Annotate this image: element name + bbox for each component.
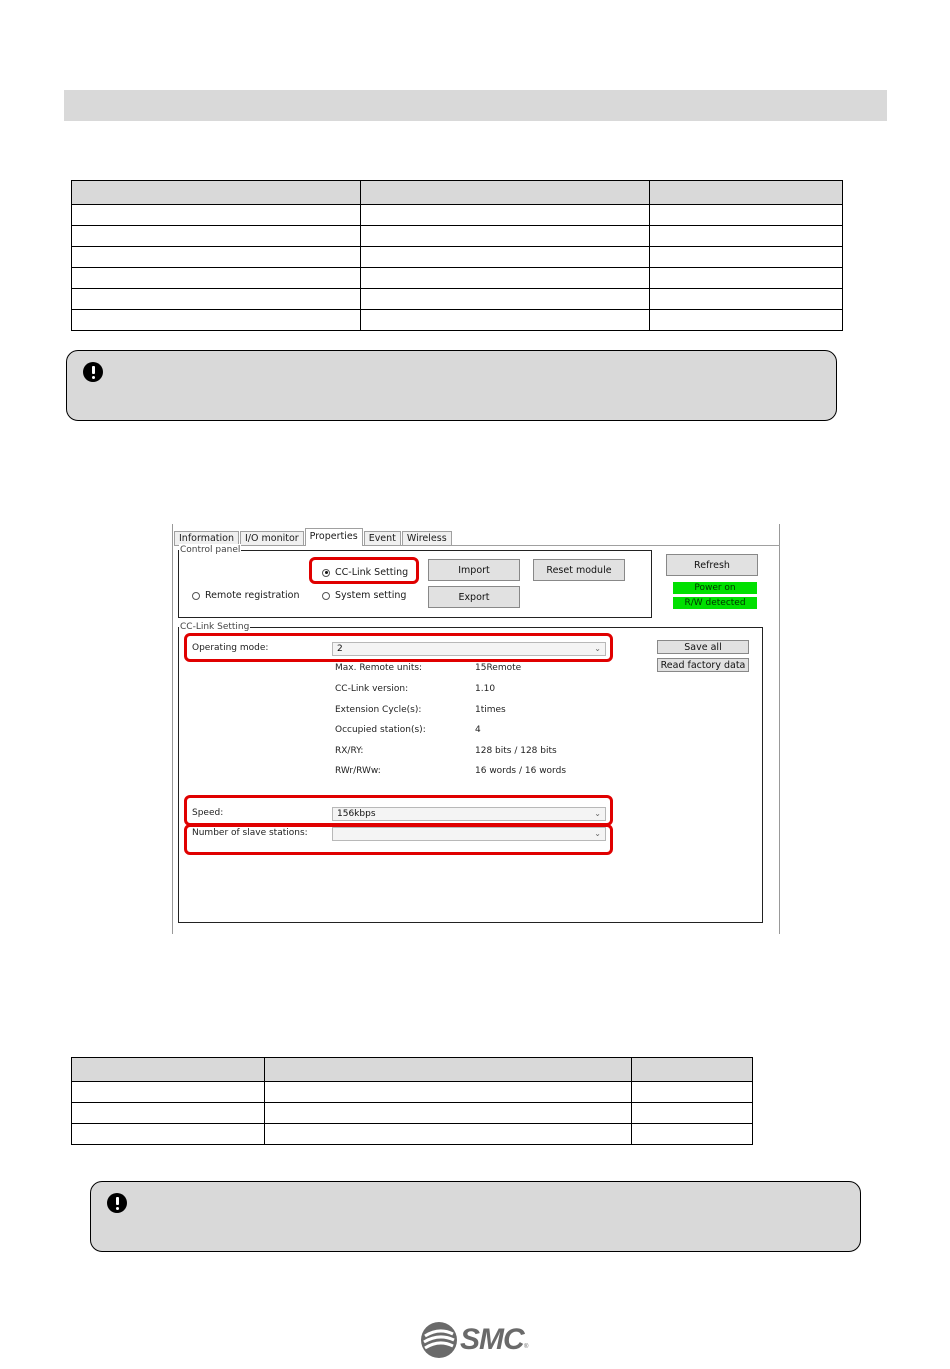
- caution-note-2: [90, 1181, 861, 1252]
- info-value-rwr-rww: 16 words / 16 words: [475, 766, 567, 776]
- system-setting-label: System setting: [335, 590, 407, 601]
- info-label-extension-cycle: Extension Cycle(s):: [335, 705, 422, 715]
- chevron-down-icon: ⌄: [594, 829, 601, 838]
- screenshot-right-edge: [779, 524, 780, 934]
- rw-detected-indicator: R/W detected: [673, 597, 757, 609]
- radio-unselected-icon: [192, 592, 200, 600]
- table-row: [72, 205, 843, 226]
- refresh-button[interactable]: Refresh: [666, 554, 758, 576]
- exclamation-icon: [107, 1193, 127, 1213]
- read-factory-data-button[interactable]: Read factory data: [657, 658, 749, 672]
- tab-information[interactable]: Information: [174, 531, 239, 546]
- table-row: [72, 289, 843, 310]
- info-value-cc-link-version: 1.10: [475, 684, 496, 694]
- cc-link-setting-radio[interactable]: [322, 567, 408, 578]
- control-panel-title: Control panel: [180, 545, 241, 555]
- section-header-band: [64, 90, 887, 121]
- registered-mark: ®: [524, 1344, 529, 1350]
- info-label-cc-link-version: CC-Link version:: [335, 684, 409, 694]
- table-row: [72, 226, 843, 247]
- properties-screenshot: [172, 524, 780, 934]
- operating-mode-value: 2: [337, 644, 343, 654]
- speed-value: 156kbps: [337, 809, 376, 819]
- table-row: [72, 1124, 753, 1145]
- info-value-max-remote: 15Remote: [475, 663, 522, 673]
- info-value-rx-ry: 128 bits / 128 bits: [475, 746, 557, 756]
- exclamation-icon: [83, 362, 103, 382]
- tab-body-border: [174, 545, 780, 546]
- remote-registration-label: Remote registration: [205, 590, 300, 601]
- info-label-max-remote: Max. Remote units:: [335, 663, 423, 673]
- info-label-rx-ry: RX/RY:: [335, 746, 364, 756]
- info-label-rwr-rww: RWr/RWw:: [335, 766, 381, 776]
- tab-properties[interactable]: Properties: [305, 528, 363, 546]
- control-panel-group: [178, 545, 652, 618]
- reset-module-button[interactable]: Reset module: [533, 559, 625, 581]
- power-on-indicator: Power on: [673, 582, 757, 594]
- caution-note-1: [66, 350, 837, 421]
- speed-label: Speed:: [192, 808, 224, 818]
- smc-logo-text: SMC: [460, 1323, 524, 1356]
- info-value-extension-cycle: 1times: [475, 705, 506, 715]
- export-button[interactable]: Export: [428, 586, 520, 608]
- table-row: [72, 1103, 753, 1124]
- table-row: [72, 268, 843, 289]
- slave-stations-select[interactable]: [332, 827, 606, 841]
- table-header-row: [72, 181, 843, 205]
- import-button[interactable]: Import: [428, 559, 520, 581]
- smc-logo-mark-icon: [420, 1321, 458, 1359]
- table-row: [72, 310, 843, 331]
- chevron-down-icon: ⌄: [594, 809, 601, 818]
- speed-select[interactable]: [332, 807, 606, 821]
- settings-table-1: [71, 180, 843, 331]
- remote-registration-radio[interactable]: [192, 590, 300, 601]
- info-label-occupied-stations: Occupied station(s):: [335, 725, 426, 735]
- table-row: [72, 1082, 753, 1103]
- operating-mode-label: Operating mode:: [192, 643, 269, 653]
- cc-link-setting-title: CC-Link Setting: [180, 622, 250, 632]
- tab-event[interactable]: Event: [364, 531, 401, 546]
- system-setting-radio[interactable]: [322, 590, 406, 601]
- smc-logo: [420, 1320, 530, 1360]
- cc-link-setting-label: CC-Link Setting: [335, 567, 409, 578]
- operating-mode-select[interactable]: [332, 642, 606, 656]
- chevron-down-icon: ⌄: [594, 644, 601, 653]
- tab-io-monitor[interactable]: I/O monitor: [240, 531, 304, 546]
- settings-table-2: [71, 1057, 753, 1145]
- info-value-occupied-stations: 4: [475, 725, 481, 735]
- tab-wireless[interactable]: Wireless: [402, 531, 452, 546]
- table-row: [72, 247, 843, 268]
- save-all-button[interactable]: Save all: [657, 640, 749, 654]
- table-header-row: [72, 1058, 753, 1082]
- slave-stations-label: Number of slave stations:: [192, 828, 308, 838]
- screenshot-left-edge: [172, 524, 173, 934]
- radio-selected-icon: [322, 569, 330, 577]
- radio-unselected-icon: [322, 592, 330, 600]
